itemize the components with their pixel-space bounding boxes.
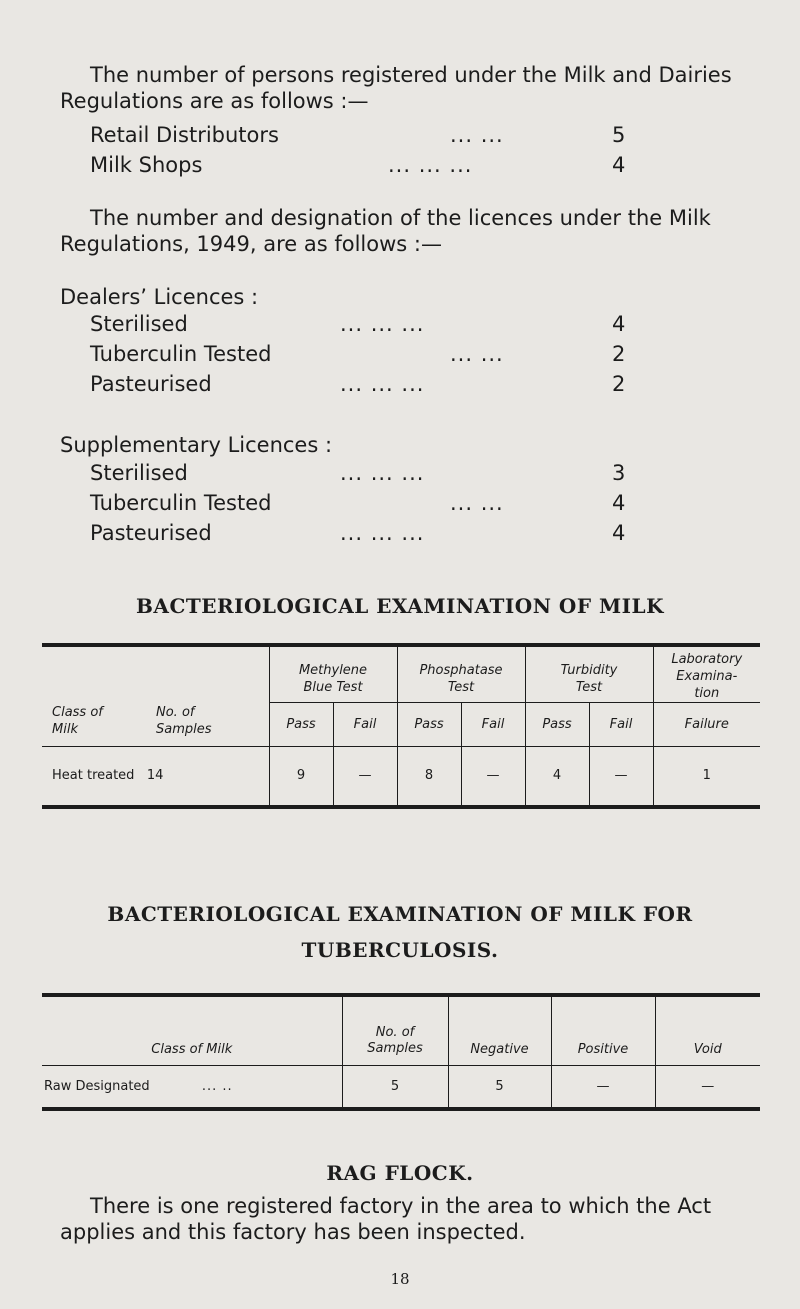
laboratory-header	[653, 645, 760, 703]
licence-value: 4	[612, 312, 626, 336]
positive-cell: —	[551, 1065, 655, 1109]
rag-flock-title: RAG FLOCK.	[326, 1161, 474, 1185]
supplementary-heading: Supplementary Licences :	[60, 433, 333, 457]
turb-pass-cell: 4	[525, 747, 589, 807]
lab-line-1: Laboratory	[671, 652, 743, 667]
licence-label: Tuberculin Tested	[90, 342, 272, 366]
samples-header	[342, 995, 448, 1065]
negative-cell: 5	[448, 1065, 551, 1109]
turbidity-line-2: Test	[575, 679, 603, 695]
supplementary-row	[90, 461, 630, 487]
bact-title: BACTERIOLOGICAL EXAMINATION OF MILK	[136, 594, 664, 618]
no-of-label: No. of	[156, 705, 195, 720]
bact-table	[42, 643, 760, 809]
class-samples-header	[42, 645, 269, 747]
meth-fail-header: Fail	[333, 703, 397, 747]
phosphatase-header	[397, 645, 525, 703]
methylene-header	[269, 645, 397, 703]
leader-dots: ... ...	[450, 123, 504, 147]
phosphatase-line-1: Phosphatase	[419, 662, 503, 678]
leader-dots: ... ...	[450, 342, 504, 366]
dealers-heading: Dealers’ Licences :	[60, 285, 259, 309]
tb-title-line-2: TUBERCULOSIS.	[301, 938, 499, 962]
turbidity-header	[525, 645, 653, 703]
supplementary-row	[90, 491, 630, 517]
licence-value: 2	[612, 342, 626, 366]
leader-dots: ... ..	[201, 1078, 233, 1094]
intro-line-2: Regulations are as follows :—	[60, 89, 369, 113]
void-cell: —	[655, 1065, 760, 1109]
phos-pass-cell: 8	[397, 747, 461, 807]
table-row	[42, 747, 760, 807]
milk-label: Milk	[52, 722, 78, 737]
supplementary-row	[90, 521, 630, 547]
tb-table	[42, 993, 760, 1111]
registered-label: Milk Shops	[90, 153, 203, 177]
class-of-label: Class of	[52, 705, 103, 720]
meth-pass-cell: 9	[269, 747, 333, 807]
meth-pass-header: Pass	[269, 703, 333, 747]
samples-header-line-1: No. of	[375, 1024, 415, 1040]
turb-pass-header: Pass	[525, 703, 589, 747]
methylene-line-1: Methylene	[298, 662, 368, 678]
class-cell	[42, 747, 269, 807]
registered-value: 4	[612, 153, 626, 177]
phos-fail-header: Fail	[461, 703, 525, 747]
turb-fail-header: Fail	[589, 703, 653, 747]
dealers-row	[90, 342, 630, 368]
licence-label: Sterilised	[90, 461, 188, 485]
intro2-line-2: Regulations, 1949, are as follows :—	[60, 232, 442, 256]
licence-label: Tuberculin Tested	[90, 491, 272, 515]
page-number: 18	[390, 1270, 410, 1288]
class-value: Raw Designated	[44, 1078, 150, 1094]
phos-pass-header: Pass	[397, 703, 461, 747]
void-header: Void	[693, 1041, 722, 1057]
leader-dots: ... ... ...	[340, 312, 425, 336]
rag-line-1: There is one registered factory in the area to which the Act	[90, 1194, 712, 1218]
methylene-line-2: Blue Test	[303, 679, 363, 695]
turbidity-line-1: Turbidity	[560, 662, 618, 678]
licence-value: 3	[612, 461, 626, 485]
samples-label: Samples	[156, 722, 212, 737]
registered-row-milkshops	[90, 153, 630, 179]
dealers-row	[90, 372, 630, 398]
class-value: Heat treated	[52, 768, 135, 784]
samples-cell: 5	[342, 1065, 448, 1109]
intro-paragraph-2	[60, 205, 770, 257]
rag-flock-paragraph	[60, 1193, 770, 1245]
turb-fail-cell: —	[589, 747, 653, 807]
meth-fail-cell: —	[333, 747, 397, 807]
intro-paragraph-1	[60, 62, 770, 114]
rag-line-2: applies and this factory has been inspected.	[60, 1220, 526, 1244]
leader-dots: ... ...	[450, 491, 504, 515]
registered-row-retail	[90, 123, 630, 149]
leader-dots: ... ... ...	[388, 153, 473, 177]
class-cell	[42, 1065, 342, 1109]
positive-header: Positive	[551, 995, 655, 1065]
lab-line-2: Examina-	[676, 669, 738, 684]
phosphatase-line-2: Test	[447, 679, 475, 695]
licence-label: Sterilised	[90, 312, 188, 336]
registered-label: Retail Distributors	[90, 123, 279, 147]
licence-label: Pasteurised	[90, 521, 212, 545]
registered-value: 5	[612, 123, 626, 147]
lab-line-3: tion	[694, 686, 720, 701]
intro2-line-1: The number and designation of the licences under the Milk	[90, 206, 711, 230]
lab-failure-cell: 1	[702, 768, 711, 784]
samples-header-line-2: Samples	[367, 1040, 423, 1056]
phos-fail-cell: —	[461, 747, 525, 807]
intro-line-1: The number of persons registered under the Milk and Dairies	[90, 63, 732, 87]
samples-value: 14	[146, 768, 164, 784]
lab-failure-header: Failure	[653, 703, 760, 747]
licence-label: Pasteurised	[90, 372, 212, 396]
class-of-milk-header: Class of Milk	[42, 995, 342, 1065]
leader-dots: ... ... ...	[340, 372, 425, 396]
licence-value: 4	[612, 491, 626, 515]
dealers-row	[90, 312, 630, 338]
leader-dots: ... ... ...	[340, 521, 425, 545]
tb-title-line-1: BACTERIOLOGICAL EXAMINATION OF MILK FOR	[107, 902, 693, 926]
negative-header: Negative	[448, 995, 551, 1065]
leader-dots: ... ... ...	[340, 461, 425, 485]
licence-value: 4	[612, 521, 626, 545]
table-row	[42, 1065, 760, 1109]
licence-value: 2	[612, 372, 626, 396]
